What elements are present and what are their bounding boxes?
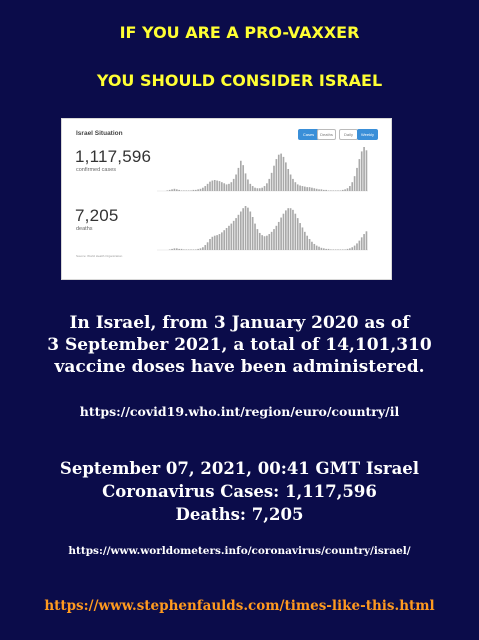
cases-bar [197,189,199,191]
deaths-bar [188,249,190,250]
cases-bar [292,179,294,191]
paragraph-line: vaccine doses have been administered. [54,357,425,377]
cases-bar [223,183,225,191]
deaths-bar [209,239,211,250]
cases-bar [278,155,280,191]
stats-line: September 07, 2021, 00:41 GMT Israel [59,459,420,478]
cases-bar [174,189,176,191]
cases-bar [299,186,301,192]
deaths-bar [183,249,185,250]
cases-bar [366,150,368,191]
cases-bar [316,189,318,191]
deaths-bar [259,233,261,250]
cases-bar [171,189,173,191]
bar-charts [62,119,391,279]
cases-bar [264,186,266,191]
deaths-bar [356,243,358,250]
deaths-bar [366,231,368,250]
cases-bar [273,166,275,191]
deaths-bar [219,234,221,250]
deaths-bar [330,249,332,250]
who-link[interactable]: https://covid19.who.int/region/euro/country/il [79,404,400,419]
deaths-bar [295,214,297,250]
cases-bar [347,188,349,191]
cases-bar [332,190,334,191]
deaths-bar [178,249,180,250]
cases-bar [280,154,282,191]
cases-bar [261,188,263,191]
cases-bar [212,181,214,191]
deaths-bar [169,249,171,250]
cases-bar [304,187,306,191]
deaths-bar [181,249,183,250]
deaths-bar [304,232,306,250]
deaths-bar [287,208,289,250]
deaths-bar [297,218,299,250]
panel-title: Israel Situation [76,130,123,137]
deaths-bar [342,249,344,250]
cases-bar [342,190,344,191]
cases-bar [344,189,346,191]
headline-line-1: IF YOU ARE A PRO-VAXXER [119,23,360,42]
deaths-bar [344,249,346,250]
cases-bar [209,182,211,191]
deaths-bar [214,236,216,250]
deaths-bar [204,245,206,250]
cases-label: confirmed cases [76,167,117,173]
cases-bar [240,161,242,191]
deaths-bar [354,246,356,250]
cases-bar [313,188,315,191]
deaths-bar [361,237,363,250]
deaths-bar [240,212,242,251]
deaths-bar [176,248,178,250]
deaths-label: deaths [76,226,93,232]
headline-line-2: YOU SHOULD CONSIDER ISRAEL [96,71,383,90]
deaths-bar [273,229,275,250]
cases-bar [283,157,285,191]
paragraph-line: 3 September 2021, a total of 14,101,310 [47,335,432,355]
deaths-bar [261,235,263,250]
cases-bar [330,190,332,191]
deaths-bar [235,218,237,250]
cases-bar [287,169,289,191]
deaths-toggle[interactable]: Deaths [317,129,336,140]
cases-bar [363,147,365,191]
deaths-bar [247,208,249,250]
source-note: Source: World Health Organization [76,254,123,258]
deaths-bar [335,249,337,250]
cases-bar [259,188,261,191]
cases-bar [185,190,187,191]
deaths-bar [278,222,280,250]
deaths-bar [311,242,313,250]
cases-bar [166,190,168,191]
deaths-bar [171,249,173,250]
cases-bar [276,159,278,191]
deaths-bar [242,208,244,250]
cases-bar [318,189,320,191]
cases-bar [295,182,297,191]
cases-toggle[interactable]: Cases [298,129,319,140]
cases-bar [238,168,240,191]
cases-bar [297,184,299,191]
deaths-bar [221,232,223,250]
deaths-bar [325,249,327,250]
cases-bar [266,183,268,191]
deaths-bar [349,248,351,250]
deaths-bar [318,247,320,250]
deaths-bar [264,236,266,250]
cases-bar [285,162,287,191]
cases-bar [323,190,325,191]
cases-bar [290,175,292,192]
cases-bar [325,190,327,191]
deaths-bar [195,249,197,250]
cases-bar [356,168,358,191]
deaths-bar [363,234,365,250]
cases-bar [216,181,218,191]
deaths-bar [230,224,232,250]
cases-bar [193,190,195,191]
cases-bar [340,190,342,191]
deaths-bar [257,229,259,250]
cases-bar [254,188,256,191]
deaths-bar [190,249,192,250]
deaths-bar [283,214,285,250]
deaths-bar [337,249,339,250]
deaths-bar [268,234,270,250]
cases-bar [214,180,216,191]
cases-bar [181,190,183,191]
cases-bar [235,175,237,192]
deaths-bar [309,239,311,250]
deaths-bar [306,236,308,250]
cases-bar [230,182,232,191]
cases-bar [176,189,178,191]
deaths-bar [323,248,325,250]
cases-bar [219,181,221,191]
deaths-bar [200,248,202,250]
stats-line: Coronavirus Cases: 1,117,596 [102,482,377,501]
cases-bar [268,179,270,191]
weekly-toggle[interactable]: Weekly [357,129,378,140]
stats-line: Deaths: 7,205 [175,505,304,524]
cases-bar [306,187,308,191]
cases-bar [271,173,273,191]
cases-bar [190,190,192,191]
deaths-bar [174,248,176,250]
cases-bar [249,184,251,191]
deaths-bar [276,226,278,250]
cases-bar [359,159,361,191]
deaths-bar [359,241,361,250]
stats-block [0,457,479,526]
cases-bar [221,182,223,191]
site-link[interactable]: https://www.stephenfaulds.com/times-like-this.html [44,598,435,614]
cases-bar [169,190,171,191]
cases-bar [233,179,235,191]
vaccine-paragraph [0,312,479,378]
deaths-bar [271,232,273,250]
cases-bar [311,188,313,191]
deaths-bar [185,249,187,250]
deaths-bar [193,249,195,250]
cases-bar [349,186,351,191]
cases-bar [335,190,337,191]
who-chart-screenshot [61,118,392,280]
cases-bar [252,186,254,191]
deaths-bar [340,249,342,250]
cases-bar [202,188,204,191]
deaths-bar [223,230,225,250]
cases-bar [226,184,228,191]
cases-bar [247,179,249,191]
cases-bar [183,190,185,191]
deaths-bar [207,242,209,250]
cases-bar [321,189,323,191]
deaths-bar [332,249,334,250]
cases-bar [204,186,206,191]
cases-bar [188,190,190,191]
cases-bar [195,190,197,191]
deaths-bar [302,227,304,250]
deaths-bar [197,249,199,250]
deaths-bar [233,221,235,250]
paragraph-line: In Israel, from 3 January 2020 as of [69,313,410,333]
deaths-bar [216,235,218,250]
cases-bar [351,182,353,191]
deaths-bar [249,212,251,251]
worldometers-link[interactable]: https://www.worldometers.info/coronavirus/country/israel/ [68,545,411,557]
deaths-bar [280,218,282,250]
cases-bar [302,186,304,191]
cases-bar [257,188,259,191]
cases-bar [337,190,339,191]
daily-toggle[interactable]: Daily [339,129,358,140]
deaths-bar [299,223,301,250]
cases-bar [354,176,356,191]
deaths-bar [238,215,240,250]
deaths-bar [285,210,287,250]
cases-bar [207,184,209,191]
cases-bar [178,190,180,191]
deaths-bar [292,210,294,250]
cases-bar [309,187,311,191]
deaths-bar [202,247,204,250]
cases-bar [328,190,330,191]
cases-total: 1,117,596 [75,147,152,166]
cases-bar [245,173,247,191]
deaths-bar [245,206,247,250]
cases-bar [361,151,363,191]
cases-bar [200,189,202,191]
cases-bar [242,165,244,191]
cases-bar [228,184,230,191]
deaths-bar [228,226,230,250]
deaths-bar [266,236,268,250]
deaths-bar [252,217,254,250]
deaths-bar [290,208,292,250]
deaths-bar [212,237,214,250]
deaths-bar [351,247,353,250]
deaths-bar [313,244,315,250]
deaths-total: 7,205 [75,206,119,225]
deaths-bar [254,224,256,250]
deaths-bar [316,246,318,250]
deaths-bar [321,248,323,250]
deaths-bar [328,249,330,250]
deaths-bar [347,249,349,250]
deaths-bar [226,228,228,250]
